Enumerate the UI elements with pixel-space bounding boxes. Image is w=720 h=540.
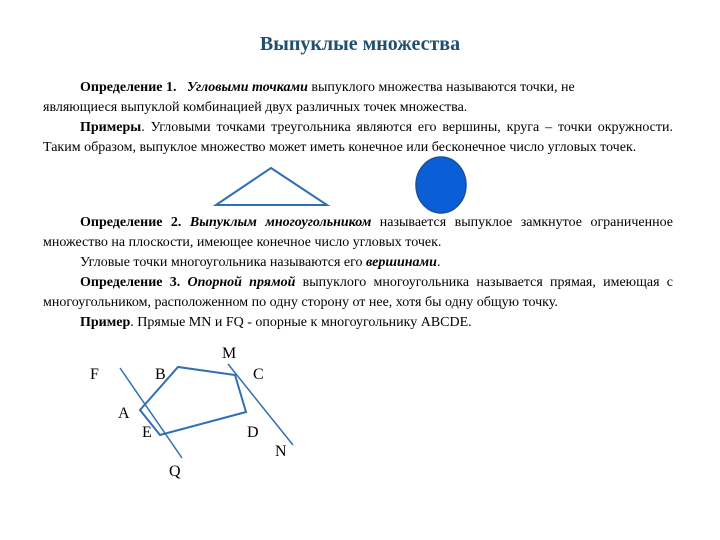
definition-2-term: Выпуклым многоугольником [189,215,372,230]
label-q: Q [169,463,181,480]
label-m: M [222,345,237,362]
examples-text: . Угловыми точками треугольника являются его вершины, круга – точки окружности. Таким образом, выпуклое множество может иметь конечное или бесконечное число угловых точек. [43,120,673,155]
label-d: D [247,424,259,441]
definition-3-term: Опорной прямой [187,275,296,290]
example-label: Пример [80,315,131,330]
examples-label: Примеры [80,120,142,135]
vertices-text: Угловые точки многоугольника называются его [80,255,367,270]
label-c: C [253,366,264,383]
definition-3-label: Определение 3. [80,275,181,290]
definition-2-text: называется выпуклое замкнутое ограниченное множество на плоскости, имеющее конечное число угловых точек. [43,215,674,250]
definition-1-text: выпуклого множества называются точки, не [307,80,575,95]
label-b: B [155,366,166,383]
label-n: N [275,443,287,460]
label-a: A [118,405,130,422]
definition-3-text: выпуклого многоугольника называется прямая, имеющая с многоугольником, расположенном по одну сторону от нее, хотя бы одну общую точку. [43,275,674,310]
definition-1-continuation: являющиеся выпуклой комбинацией двух различных точек множества. [43,100,468,115]
label-e: E [142,424,152,441]
vertices-term: вершинами [366,255,437,270]
triangle-figure [216,168,327,205]
definition-1-term: Угловыми точками [186,80,308,95]
example-text: . Прямые MN и FQ - опорные к многоугольнику ABCDE. [130,315,472,330]
definition-2-label: Определение 2. [80,215,182,230]
page-title: Выпуклые множества [259,33,461,55]
vertices-end: . [436,255,441,270]
label-f: F [90,366,99,383]
circle-figure [416,157,466,213]
definition-1-label: Определение 1. [80,80,177,95]
